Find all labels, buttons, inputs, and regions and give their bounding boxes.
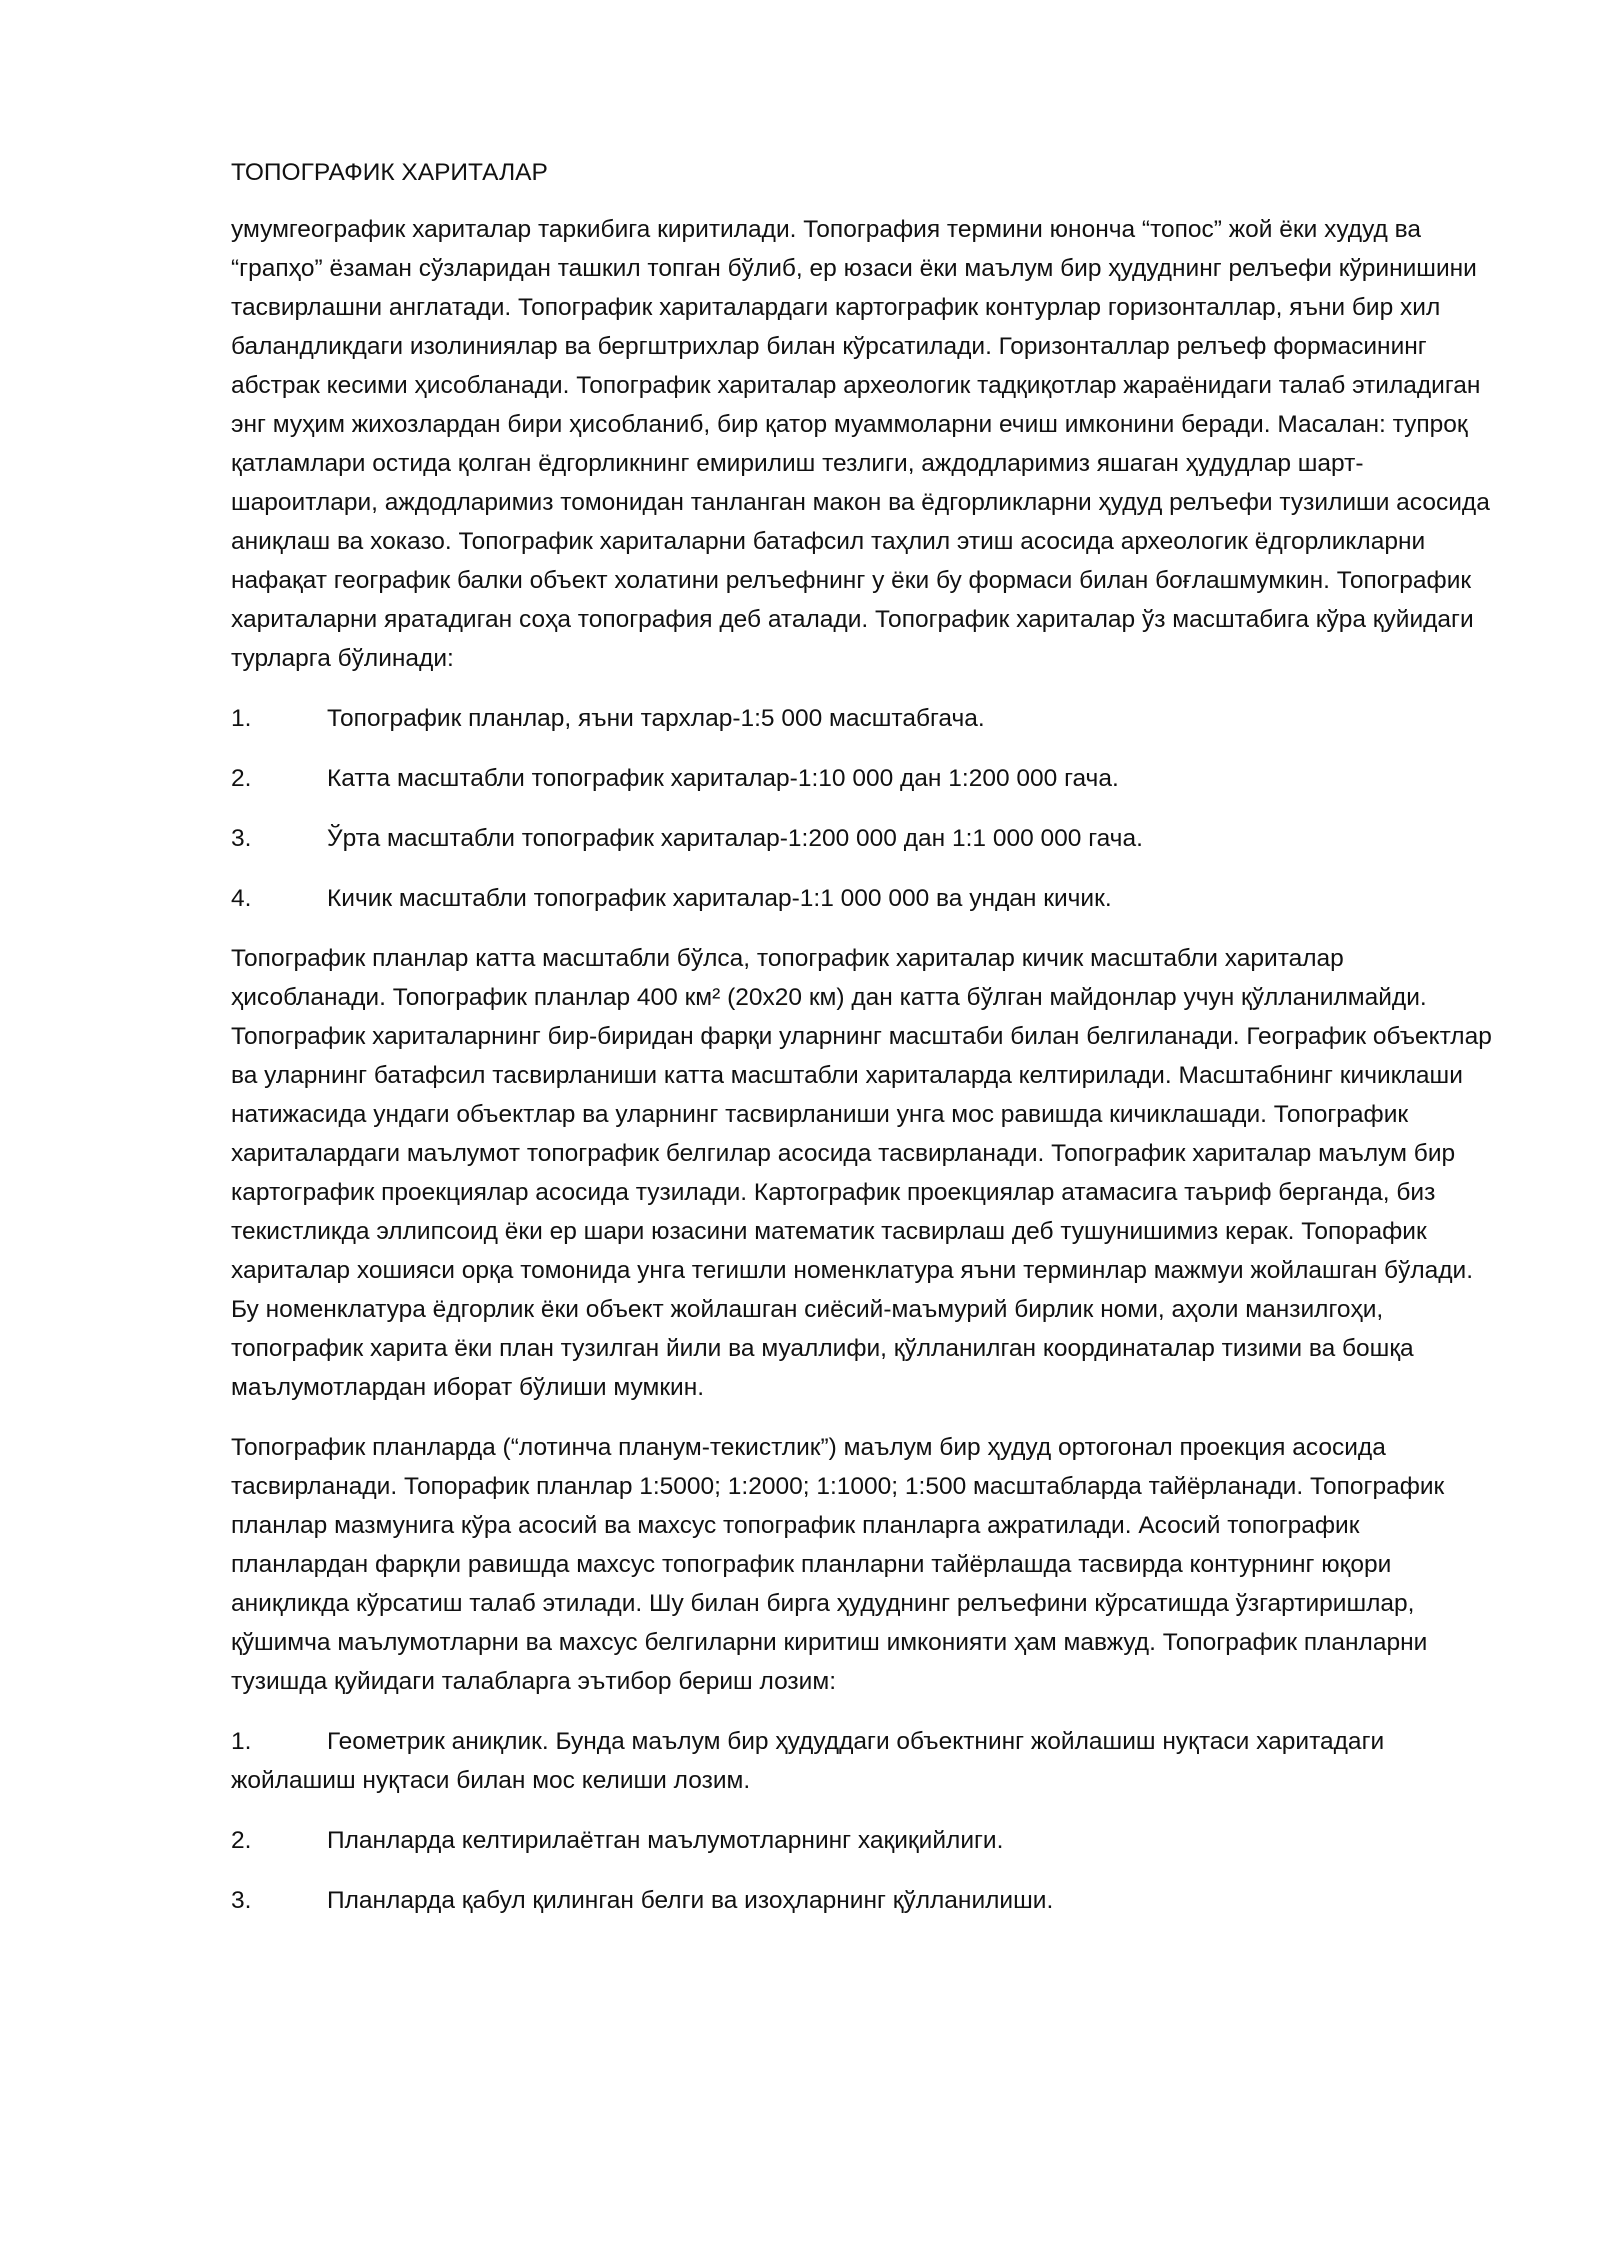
document-title: ТОПОГРАФИК ХАРИТАЛАР — [231, 159, 548, 186]
list-number: 1. — [231, 705, 252, 732]
list-item — [231, 1821, 1493, 1860]
list-number: 2. — [231, 765, 252, 792]
list-item-text: Кичик масштабли топографик хариталар-1:1 000 000 ва ундан кичик. — [327, 885, 1112, 912]
list-item-text: Планларда келтирилаётган маълумотларнинг хақиқийлиги. — [327, 1827, 1004, 1854]
list-number: 1. — [231, 1728, 252, 1755]
list-item — [231, 699, 1493, 738]
list-item-text: Катта масштабли топографик хариталар-1:10 000 дан 1:200 000 гача. — [327, 765, 1119, 792]
document-body — [231, 153, 1493, 1941]
list-item — [231, 759, 1493, 798]
list-number: 3. — [231, 1887, 252, 1914]
paragraph-plans-requirements: Топографик планларда (“лотинча планум-текистлик”) маълум бир ҳудуд ортогонал проекция асосида тасвирланади. Топорафик планлар 1:5000; 1:2000; 1:1000; 1:500 масштабларда тайёрланади. Топографик планлар мазмунига кўра асосий ва махсус топографик планларга ажратилади. Асосий топографик планлардан фарқли равишда махсус топографик планларни тайёрлашда тасвирда контурнинг юқори аниқликда кўрсатиш талаб этилади. Шу билан бирга ҳудуднинг релъефини кўрсатишда ўзгартиришлар, қўшимча маълумотларни ва махсус белгиларни киритиш имконияти ҳам мавжуд. Топографик планларни тузишда қуйидаги талабларга эътибор бериш лозим: — [231, 1434, 1445, 1695]
list-number: 2. — [231, 1827, 252, 1854]
paragraph-plans-scale: Топографик планлар катта масштабли бўлса, топографик хариталар кичик масштабли хариталар ҳисобланади. Топографик планлар 400 км² (20x20 км) дан катта бўлган майдонлар учун қўлланилмайди. Топографик хариталарнинг бир-биридан фарқи уларнинг масштаби билан белгиланади. Географик объектлар ва уларнинг батафсил тасвирланиши катта масштабли хариталарда келтирилади. Масштабнинг кичиклаши натижасида ундаги объектлар ва уларнинг тасвирланиши унга мос равишда кичиклашади. Топографик хариталардаги маълумот топографик белгилар асосида тасвирланади. Топографик хариталар маълум бир картографик проекциялар асосида тузилади. Картографик проекциялар атамасига таъриф берганда, биз текистликда эллипсоид ёки ер шари юзасини математик тасвирлаш деб тушунишимиз керак. Топорафик хариталар хошияси орқа томонида унга тегишли номенклатура яъни терминлар мажмуи жойлашган бўлади. Бу номенклатура ёдгорлик ёки объект жойлашган сиёсий-маъмурий бирлик номи, аҳоли манзилгоҳи, топографик харита ёки план тузилган йили ва муаллифи, қўлланилган координаталар тизими ва бошқа маълумотлардан иборат бўлиши мумкин. — [231, 945, 1492, 1401]
list-item — [231, 1722, 1493, 1800]
list-item — [231, 1881, 1493, 1920]
requirements-list — [231, 1722, 1493, 1920]
list-item-text: Геометрик аниқлик. Бунда маълум бир ҳудуддаги объектнинг жойлашиш нуқтаси харитадаги жойлашиш нуқтаси билан мос келиши лозим. — [231, 1728, 1385, 1794]
list-item — [231, 879, 1493, 918]
list-item-text: Планларда қабул қилинган белги ва изоҳларнинг қўлланилиши. — [327, 1887, 1054, 1914]
map-types-list — [231, 699, 1493, 918]
list-item — [231, 819, 1493, 858]
list-number: 3. — [231, 825, 252, 852]
list-item-text: Топографик планлар, яъни тархлар-1:5 000 масштабгача. — [327, 705, 985, 732]
list-item-text: Ўрта масштабли топографик хариталар-1:200 000 дан 1:1 000 000 гача. — [327, 825, 1143, 852]
paragraph-intro: умумгеографик хариталар таркибига киритилади. Топография термини юнонча “топос” жой ёки худуд ва “грапҳо” ёзаман сўзларидан ташкил топган бўлиб, ер юзаси ёки маълум бир ҳудуднинг релъефи кўринишини тасвирлашни англатади. Топографик хариталардаги картографик контурлар горизонталлар, яъни бир хил баландликдаги изолиниялар ва бергштрихлар билан кўрсатилади. Горизонталлар релъеф формасининг абстрак кесими ҳисобланади. Топографик хариталар археологик тадқиқотлар жараёнидаги талаб этиладиган энг муҳим жихозлардан бири ҳисобланиб, бир қатор муаммоларни ечиш имконини беради. Масалан: тупроқ қатламлари остида қолган ёдгорликнинг емирилиш тезлиги, аждодларимиз яшаган ҳудудлар шарт-шароитлари, аждодларимиз томонидан танланган макон ва ёдгорликларни ҳудуд релъефи тузилиши асосида аниқлаш ва хоказо. Топографик хариталарни батафсил таҳлил этиш асосида археологик ёдгорликларни нафақат географик балки объект холатини релъефнинг у ёки бу формаси билан боғлашмумкин. Топографик хариталарни яратадиган соҳа топография деб аталади. Топографик хариталар ўз масштабига кўра қуйидаги турларга бўлинади: — [231, 216, 1490, 672]
list-number: 4. — [231, 885, 252, 912]
